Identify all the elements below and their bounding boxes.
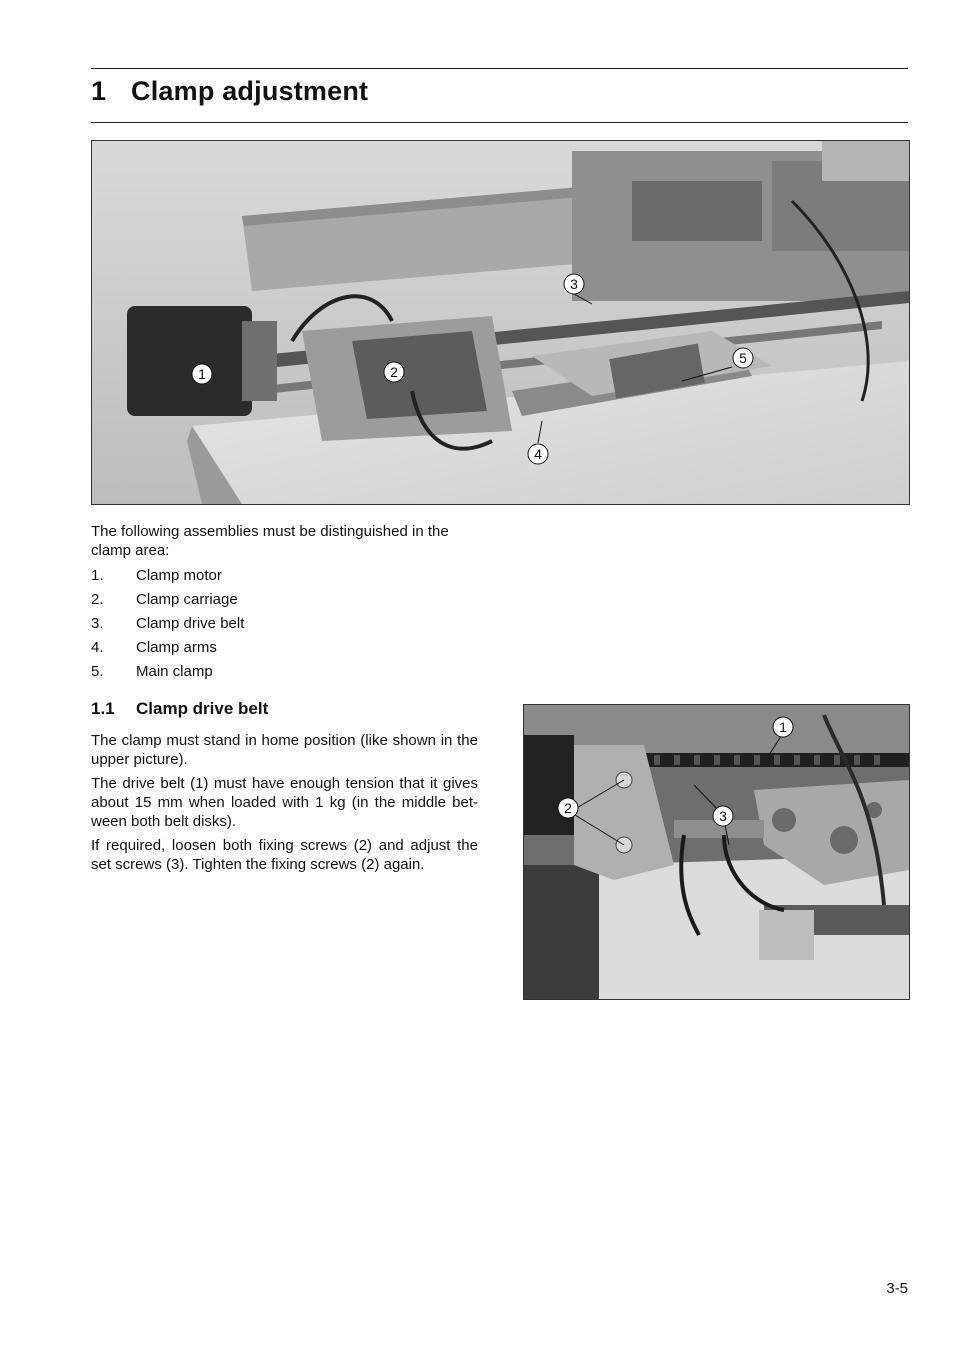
callout-2-label: 2 [390, 364, 398, 380]
callout-1 [192, 364, 212, 384]
detail-callout-3 [713, 806, 733, 826]
list-item: 2. Clamp carriage [91, 591, 238, 608]
callout-1-label: 1 [198, 366, 206, 382]
callout-3-label: 3 [570, 276, 578, 292]
intro-paragraph: The following assemblies must be distinguished in the clamp area: [91, 523, 449, 559]
detail-callout-2-label: 2 [564, 800, 572, 816]
top-rule [91, 68, 908, 69]
callout-3 [564, 274, 584, 294]
detail-callout-3-label: 3 [719, 808, 727, 824]
paragraph-home-position: The clamp must stand in home position (like shown in the upper picture). [91, 732, 478, 768]
section-heading [91, 699, 268, 719]
clamp-area-illustration [92, 141, 909, 504]
chapter-title-text: Clamp adjustment [131, 76, 369, 106]
section-title: Clamp drive belt [136, 699, 269, 718]
list-item: 5. Main clamp [91, 663, 213, 680]
title-rule [91, 122, 908, 123]
detail-callout-1 [773, 717, 793, 737]
callout-4 [528, 444, 548, 464]
chapter-number: 1 [91, 76, 107, 106]
section-number: 1.1 [91, 699, 115, 718]
page-number: 3-5 [886, 1280, 908, 1297]
list-item: 1. Clamp motor [91, 567, 222, 584]
chapter-title [91, 76, 368, 107]
detail-callout-1-label: 1 [779, 719, 787, 735]
callout-5-label: 5 [739, 350, 747, 366]
clamp-area-photo [91, 140, 910, 505]
drive-belt-illustration [524, 705, 909, 999]
callout-2 [384, 362, 404, 382]
detail-callout-2 [558, 798, 578, 818]
callout-5 [733, 348, 753, 368]
callout-4-label: 4 [534, 446, 542, 462]
list-item: 4. Clamp arms [91, 639, 217, 656]
drive-belt-photo [523, 704, 910, 1000]
assembly-list [91, 566, 244, 686]
paragraph-adjustment: If required, loosen both fixing screws (2) and adjust the set screws (3). Tighten the fixing screws (2) again. [91, 837, 478, 873]
paragraph-belt-tension: The drive belt (1) must have enough tension that it gives about 15 mm when loaded with 1 kg (in the middle bet-ween both belt disks). [91, 775, 478, 830]
list-item: 3. Clamp drive belt [91, 615, 245, 632]
